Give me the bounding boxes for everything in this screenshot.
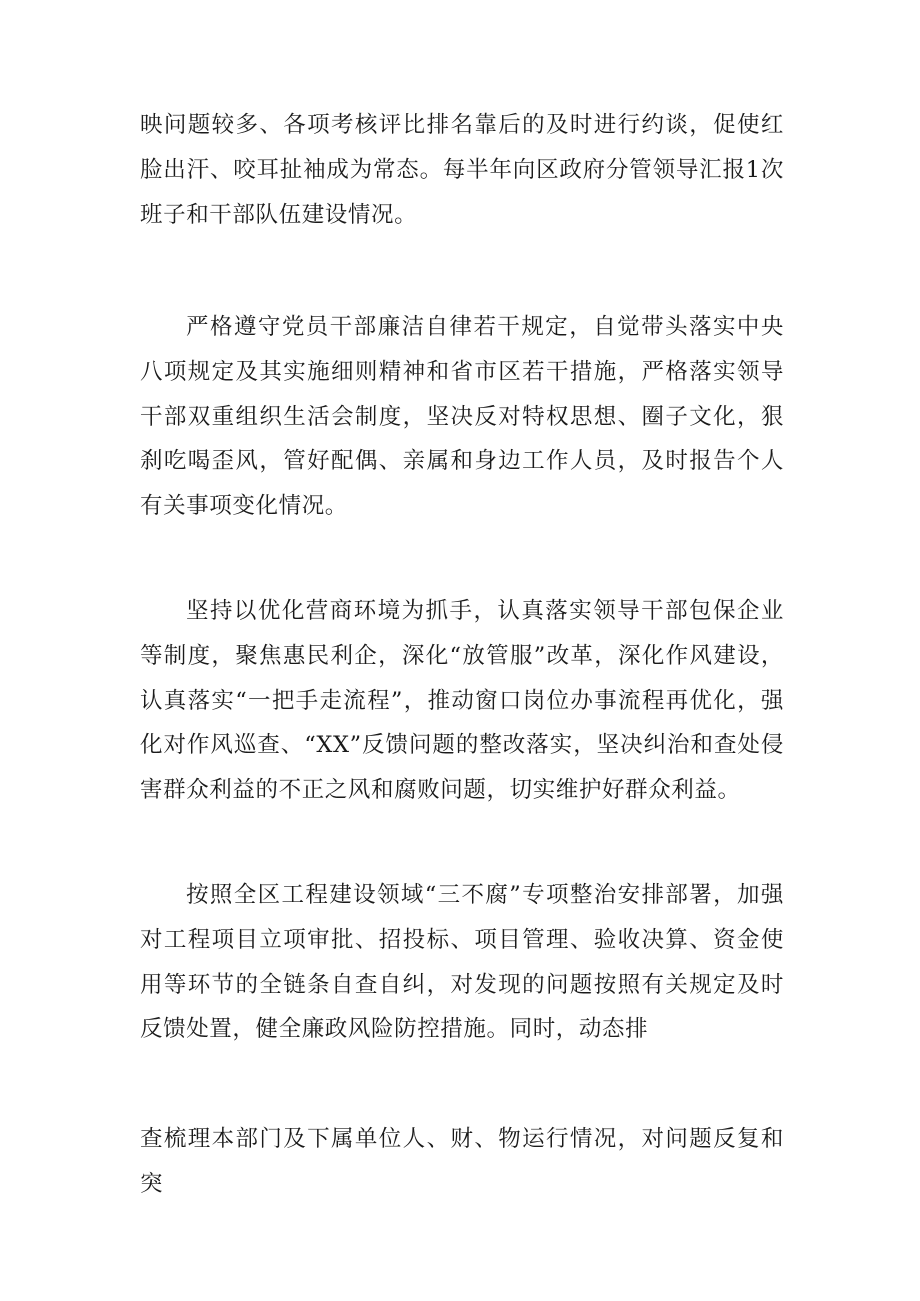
paragraph-1: 映问题较多、各项考核评比排名靠后的及时进行约谈，促使红脸出汗、咬耳扯袖成为常态。每半年向区政府分管领导汇报1次班子和干部队伍建设情况。 (140, 112, 784, 228)
paragraph-5: 查梳理本部门及下属单位人、财、物运行情况，对问题反复和突 (140, 1126, 784, 1197)
paragraph-2: 严格遵守党员干部廉洁自律若干规定，自觉带头落实中央八项规定及其实施细则精神和省市区若干措施，严格落实领导干部双重组织生活会制度，坚决反对特权思想、圈子文化，狠刹吃喝歪风，管好配偶、亲属和身边工作人员，及时报告个人有关事项变化情况。 (140, 314, 784, 520)
paragraph-3: 坚持以优化营商环境为抓手，认真落实领导干部包保企业等制度，聚焦惠民利企，深化“放管服”改革，深化作风建设，认真落实“一把手走流程”，推动窗口岗位办事流程再优化，强化对作风巡查、“XX”反馈问题的整改落实，坚决纠治和查处侵害群众利益的不正之风和腐败问题，切实维护好群众利益。 (140, 598, 784, 804)
paragraph-4: 按照全区工程建设领域“三不腐”专项整治安排部署，加强对工程项目立项审批、招投标、项目管理、验收决算、资金使用等环节的全链条自查自纠，对发现的问题按照有关规定及时反馈处置，健全廉政风险防控措施。同时，动态排 (140, 882, 784, 1043)
